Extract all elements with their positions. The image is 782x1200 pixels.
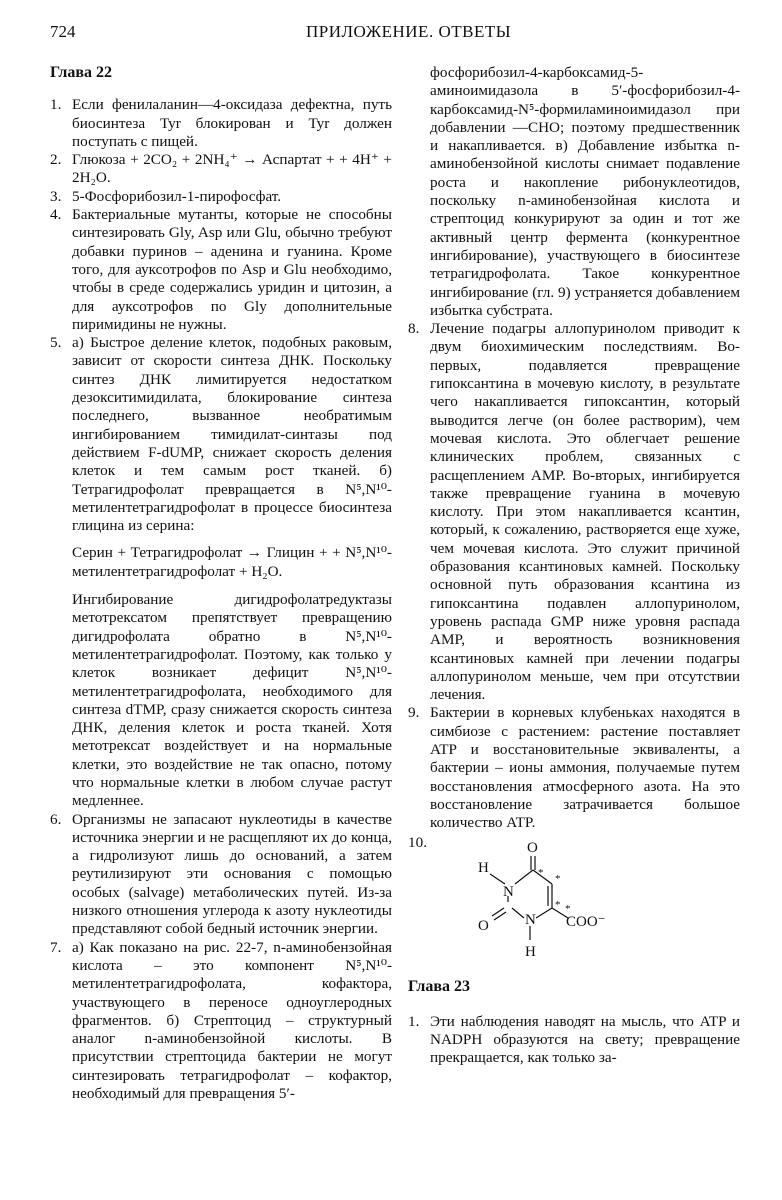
oxygen-top: O (527, 840, 538, 857)
item-number: 1. (50, 96, 62, 114)
answer-item (50, 334, 392, 810)
reaction-formula: Серин + Тетрагидрофолат → Глицин + + N⁵,N¹⁰-метилентетрагидрофолат + H₂O. (72, 544, 392, 580)
item-text: Эти наблюдения наводят на мысль, что ATP и NADPH образуются на свету; превращение прекращается, как только за- (430, 1012, 740, 1067)
label-star: * (565, 903, 571, 916)
answer-item (50, 939, 392, 1104)
label-star: * (538, 867, 544, 880)
item-number: 9. (408, 704, 420, 722)
answer-item (408, 1013, 740, 1068)
item-text: Организмы не запасают нуклеотиды в качестве источника энергии и не расщепляют их до конца, а гидролизуют лишь до оснований, а затем реутилизируют эти основания с помощью особых (salvage) метаболических путей. Из-за низкого отношения углерода к азоту нуклеотиды представляют собой бедный источник энергии. (72, 810, 392, 938)
nitrogen-1: N (525, 912, 536, 929)
item-text-continued: Ингибирование дигидрофолатредуктазы метотрексатом препятствует превращению дигидрофолата обратно в N⁵,N¹⁰-метилентетрагидрофолат. Поэтому, как только у клеток возникает дефицит N⁵,N¹⁰-метилентетрагидрофолата, необходимого для синтеза dTMP, сразу снижается скорость синтеза ДНК, деления клеток и роста тканей. Хотя метотрексат воздействует и на нормальные клетки, это воздействие не так опасно, потому что нормальные клетки в любом случае растут медленнее. (72, 591, 392, 810)
item-number: 3. (50, 187, 62, 205)
label-star: * (555, 899, 561, 912)
item-number: 2. (50, 151, 62, 169)
item-number: 8. (408, 320, 420, 338)
page-number: 724 (50, 22, 76, 41)
item-text: Глюкоза + 2CO₂ + 2NH₄⁺ → Аспартат + + 4H⁺ + 2H₂O. (72, 151, 392, 187)
item-text: а) Быстрое деление клеток, подобных раковым, зависит от скорости синтеза ДНК. Поскольку синтез ДНК лимитируется недостатком дезокситимидилата, блокирование синтеза последнего, вызванное необратимым ингибированием тимидилат-синтазы под действием F-dUMP, снижает скорость деления клеток и тем самым рост тканей. б) Тетрагидрофолат превращается в N⁵,N¹⁰-метилентетрагидрофолат в процессе биосинтеза глицина из серина: (72, 334, 392, 535)
carboxylate: COO⁻ (566, 914, 606, 931)
item-number: 6. (50, 810, 62, 828)
item-number: 1. (408, 1012, 420, 1030)
item-text: а) Как показано на рис. 22-7, n-аминобензойная кислота – это компонент N⁵,N¹⁰-метилентетрагидрофолата, кофактора, участвующего в переносе одноуглеродных фрагментов. б) Стрептоцид – структурный аналог n-аминобензойной кислоты. В присутствии стрептоцида бактерии не могут синтезировать тетрагидрофолат – кофактор, необходимый для превращения 5′- (72, 938, 392, 1103)
answer-item (50, 206, 392, 334)
item-text: Бактериальные мутанты, которые не способны синтезировать Gly, Asp или Glu, обычно требуют добавки пуринов – аденина и гуанина. Кроме того, для ауксотрофов по Asp и Glu необходимо, чтобы в среде содержались уридин и цитозин, а для ауксотрофов по Gly дополнительные пиримидины не нужны. (72, 206, 392, 333)
hydrogen-n: H (478, 860, 489, 877)
chapter-heading: Глава 22 (50, 64, 112, 81)
hydrogen-n1: H (525, 944, 536, 961)
chapter-heading-23: Глава 23 (408, 978, 470, 996)
label-star: * (555, 873, 561, 886)
answer-item (408, 320, 740, 704)
running-title: ПРИЛОЖЕНИЕ. ОТВЕТЫ (306, 22, 512, 41)
answer-item (50, 151, 392, 188)
item-number: 10. (408, 834, 427, 852)
item-text: Лечение подагры аллопуринолом приводит к двум биохимическим последствиям. Во-первых, подавляется превращение гипоксантина в мочевую кислоту, в результате чего накапливается гипоксантин, который выводится легче (он более растворим), чем мочевая кислота. Это облегчает решение клинических проблем, связанных с расщеплением AMP. Во-вторых, ингибируется также превращение гуанина в мочевую кислоту. При этом накапливается ксантин, который, к сожалению, растворяется еще хуже, чем мочевая кислота. Это служит причиной образования ксантиновых камней. Поскольку основной путь образования ксантина из гипоксантина подавлен аллопуринолом, уровень распада GMP ниже уровня распада AMP, и вероятность возникновения ксантиновых камней при лечении подагры аллопуринолом меньше, чем при отсутствии лечения. (430, 320, 740, 704)
answer-item (408, 834, 740, 964)
oxygen-left: O (478, 918, 489, 935)
item-number: 5. (50, 334, 62, 352)
continued-text: фосфорибозил-4-карбоксамид-5-аминоимидазола в 5′-фосфорибозил-4-карбоксамид-N⁵-формиламиноимидазол при добавлении —CHO; поэтому предшественник и накапливается. в) Добавление избытка n-аминобензойной кислоты снимает подавление роста и накопление рибонуклеотидов, поскольку n-аминобензойная кислота и стрептоцид конкурируют за один и тот же активный центр фермента (конкурентное ингибирование), участвующего в биосинтезе тетрагидрофолата. Такое конкурентное ингибирование (гл. 9) устраняется добавлением избытка субстрата. (430, 64, 740, 319)
answer-item (408, 704, 740, 832)
answer-item (50, 811, 392, 939)
item-text: Если фенилаланин—4-оксидаза дефектна, путь биосинтеза Tyr блокирован и Tyr должен поступать с пищей. (72, 96, 392, 150)
item-number: 4. (50, 206, 62, 224)
item-text: 5-Фосфорибозил-1-пирофосфат. (72, 187, 282, 205)
answer-item (50, 188, 392, 206)
answer-item (50, 96, 392, 151)
orotate-structure (448, 834, 648, 964)
item-text: Бактерии в корневых клубеньках находятся в симбиозе с растением: растение поставляет ATP и восстановительные эквиваленты, а бактерии – ионы аммония, получаемые путем восстановления атмосферного азота. На это восстановление затрачивается большое количество ATP. (430, 704, 740, 832)
left-column (50, 64, 392, 1103)
item-number: 7. (50, 938, 62, 956)
nitrogen-3: N (503, 884, 514, 901)
right-column (408, 64, 740, 1068)
